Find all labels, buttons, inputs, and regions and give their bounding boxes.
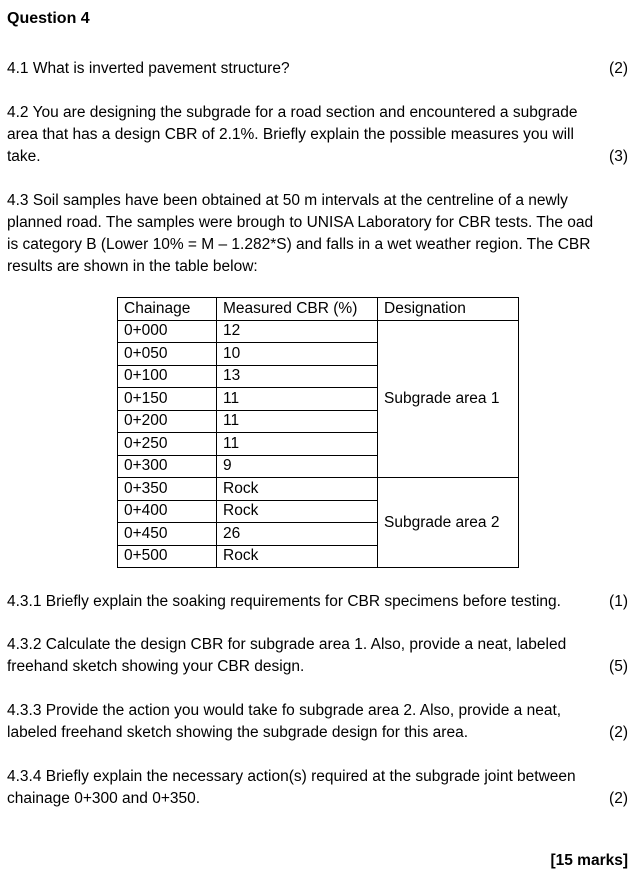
question-4-1-marks: (2) <box>609 60 628 77</box>
question-4-2-marks: (3) <box>609 148 628 165</box>
cbr-cell: 11 <box>217 410 378 433</box>
question-4-3-1 <box>7 591 628 613</box>
cbr-cell: 10 <box>217 343 378 366</box>
chainage-cell: 0+300 <box>118 455 217 478</box>
question-4-3-2-line-2 <box>7 656 628 678</box>
question-4-3-1-marks: (1) <box>609 593 628 610</box>
chainage-cell: 0+150 <box>118 388 217 411</box>
cbr-cell: Rock <box>217 500 378 523</box>
question-4-2-line-3-text: take. <box>7 148 41 165</box>
chainage-cell: 0+400 <box>118 500 217 523</box>
header-designation: Designation <box>378 298 519 321</box>
question-4-1-text: 4.1 What is inverted pavement structure? <box>7 60 290 77</box>
cbr-cell: 13 <box>217 365 378 388</box>
question-4-3-3-line-2 <box>7 722 628 744</box>
question-4-3-4-marks: (2) <box>609 790 628 807</box>
question-4-3-1-text: 4.3.1 Briefly explain the soaking requirements for CBR specimens before testing. <box>7 593 561 610</box>
designation-cell-area-2: Subgrade area 2 <box>378 478 519 568</box>
chainage-cell: 0+250 <box>118 433 217 456</box>
question-title: Question 4 <box>7 10 90 27</box>
cbr-cell: Rock <box>217 545 378 568</box>
cbr-cell: 9 <box>217 455 378 478</box>
chainage-cell: 0+500 <box>118 545 217 568</box>
designation-cell-area-1: Subgrade area 1 <box>378 320 519 478</box>
chainage-cell: 0+350 <box>118 478 217 501</box>
cbr-cell: 11 <box>217 433 378 456</box>
question-4-3-line-3: is category B (Lower 10% = M – 1.282*S) and falls in a wet weather region. The CBR <box>7 236 591 253</box>
chainage-cell: 0+100 <box>118 365 217 388</box>
table-row <box>118 478 519 501</box>
cbr-results-table <box>117 297 519 568</box>
question-4-3-2-marks: (5) <box>609 658 628 675</box>
question-4-2-line-2: area that has a design CBR of 2.1%. Briefly explain the possible measures you will <box>7 126 574 143</box>
question-4-3-4-line-2-text: chainage 0+300 and 0+350. <box>7 790 201 807</box>
question-4-3-3-marks: (2) <box>609 724 628 741</box>
question-4-1 <box>7 58 628 80</box>
question-4-3-3-line-1: 4.3.3 Provide the action you would take fo subgrade area 2. Also, provide a neat, <box>7 702 562 719</box>
question-4-3-4-line-1: 4.3.4 Briefly explain the necessary action(s) required at the subgrade joint between <box>7 768 576 785</box>
chainage-cell: 0+450 <box>118 523 217 546</box>
table-header-row <box>118 298 519 321</box>
question-4-2-line-3 <box>7 146 628 168</box>
cbr-cell: 12 <box>217 320 378 343</box>
question-4-3-2-line-2-text: freehand sketch showing your CBR design. <box>7 658 305 675</box>
chainage-cell: 0+050 <box>118 343 217 366</box>
question-4-3-line-1: 4.3 Soil samples have been obtained at 50 m intervals at the centreline of a newly <box>7 192 568 209</box>
total-marks: [15 marks] <box>550 852 628 869</box>
question-4-3-line-2: planned road. The samples were brough to UNISA Laboratory for CBR tests. The oad <box>7 214 594 231</box>
header-chainage: Chainage <box>118 298 217 321</box>
cbr-cell: 26 <box>217 523 378 546</box>
table-row <box>118 320 519 343</box>
question-4-3-2-line-1: 4.3.2 Calculate the design CBR for subgrade area 1. Also, provide a neat, labeled <box>7 636 567 653</box>
question-4-3-line-4: results are shown in the table below: <box>7 258 258 275</box>
cbr-cell: 11 <box>217 388 378 411</box>
header-measured-cbr: Measured CBR (%) <box>217 298 378 321</box>
cbr-cell: Rock <box>217 478 378 501</box>
chainage-cell: 0+000 <box>118 320 217 343</box>
question-4-2-line-1: 4.2 You are designing the subgrade for a road section and encountered a subgrade <box>7 104 578 121</box>
chainage-cell: 0+200 <box>118 410 217 433</box>
question-4-3-4-line-2 <box>7 788 628 810</box>
question-4-3-3-line-2-text: labeled freehand sketch showing the subgrade design for this area. <box>7 724 468 741</box>
